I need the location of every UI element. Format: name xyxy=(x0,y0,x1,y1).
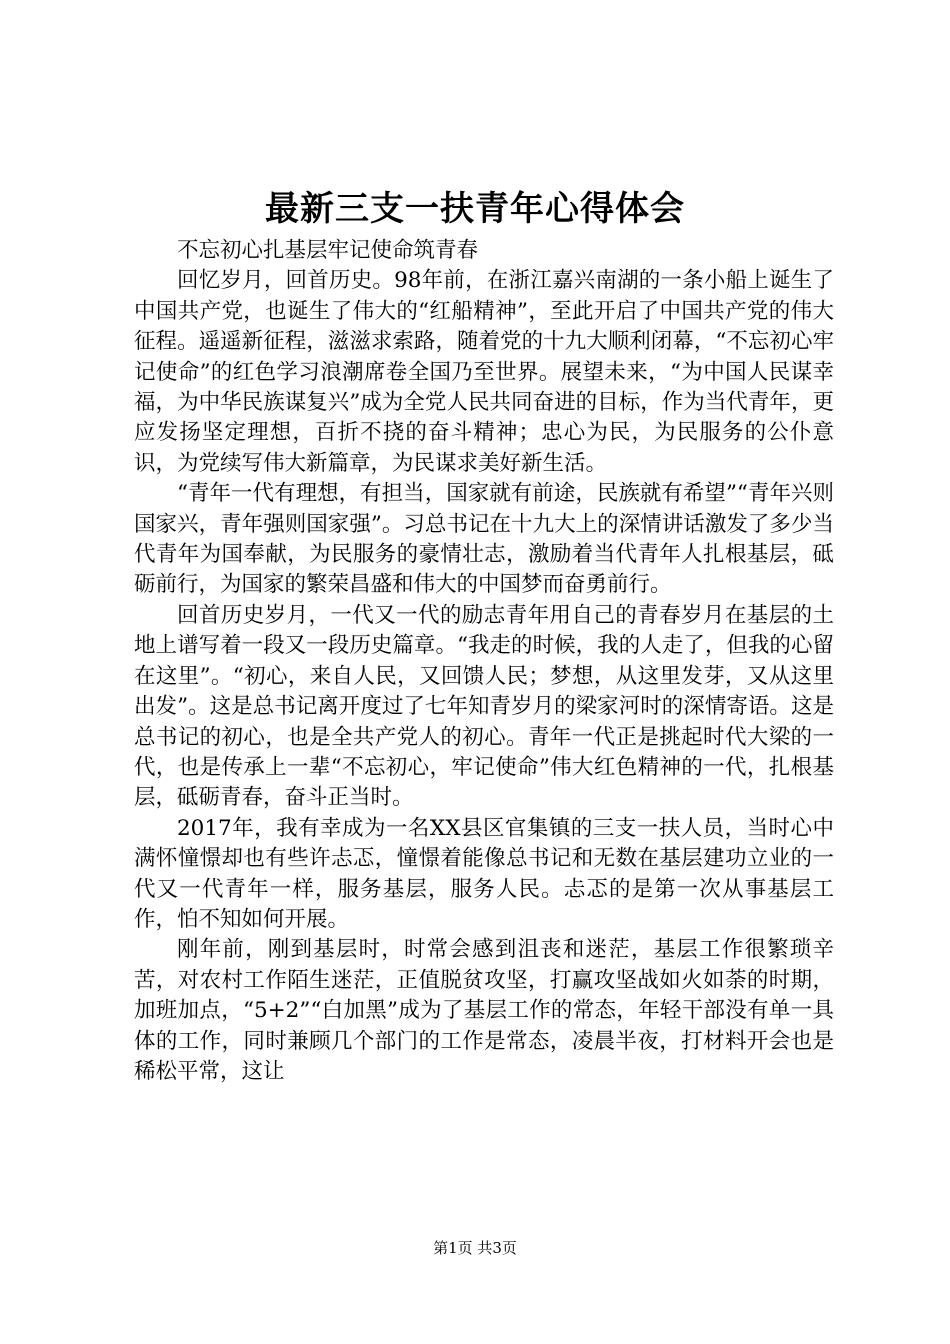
page-number-footer: 第1页 共3页 xyxy=(433,1239,517,1257)
document-title: 最新三支一扶青年心得体会 xyxy=(265,189,685,229)
paragraph: 回忆岁月，回首历史。98年前，在浙江嘉兴南湖的一条小船上诞生了中国共产党，也诞生了伟大的“红船精神”，至此开启了中国共产党的伟大征程。遥遥新征程，滋滋求索路，随着党的十九大顺利闭幕，“不忘初心牢记使命”的红色学习浪潮席卷全国乃至世界。展望未来，“为中国人民谋幸福，为中华民族谋复兴”成为全党人民共同奋进的目标，作为当代青年，更应发扬坚定理想，百折不挠的奋斗精神；忠心为民，为民服务的公仆意识，为党续写伟大新篇章，为民谋求美好新生活。 xyxy=(134,268,834,476)
document-body xyxy=(134,236,834,1087)
paragraph: 刚年前，刚到基层时，时常会感到沮丧和迷茫，基层工作很繁琐辛苦，对农村工作陌生迷茫，正值脱贫攻坚，打赢攻坚战如火如荼的时期，加班加点，“5+2”“白加黑”成为了基层工作的常态，年轻干部没有单一具体的工作，同时兼顾几个部门的工作是常态，凌晨半夜，打材料开会也是稀松平常，这让 xyxy=(134,937,834,1084)
paragraph: 2017年，我有幸成为一名XX县区官集镇的三支一扶人员，当时心中满怀憧憬却也有些许忐忑，憧憬着能像总书记和无数在基层建功立业的一代又一代青年一样，服务基层，服务人民。忐忑的是第一次从事基层工作，怕不知如何开展。 xyxy=(134,815,834,932)
subtitle-paragraph: 不忘初心扎基层牢记使命筑青春 xyxy=(177,238,479,263)
paragraph: 回首历史岁月，一代又一代的励志青年用自己的青春岁月在基层的土地上谱写着一段又一段历史篇章。“我走的时候，我的人走了，但我的心留在这里”。“初心，来自人民，又回馈人民；梦想，从这里发芽，又从这里出发”。这是总书记离开度过了七年知青岁月的梁家河时的深情寄语。这是总书记的初心，也是全共产党人的初心。青年一代正是挑起时代大梁的一代，也是传承上一辈“不忘初心，牢记使命”伟大红色精神的一代，扎根基层，砥砺青春，奋斗正当时。 xyxy=(134,602,834,811)
paragraph: “青年一代有理想，有担当，国家就有前途，民族就有希望”“青年兴则国家兴，青年强则国家强”。习总书记在十九大上的深情讲话激发了多少当代青年为国奉献，为民服务的豪情壮志，激励着当代青年人扎根基层，砥砺前行，为国家的繁荣昌盛和伟大的中国梦而奋勇前行。 xyxy=(134,481,834,598)
